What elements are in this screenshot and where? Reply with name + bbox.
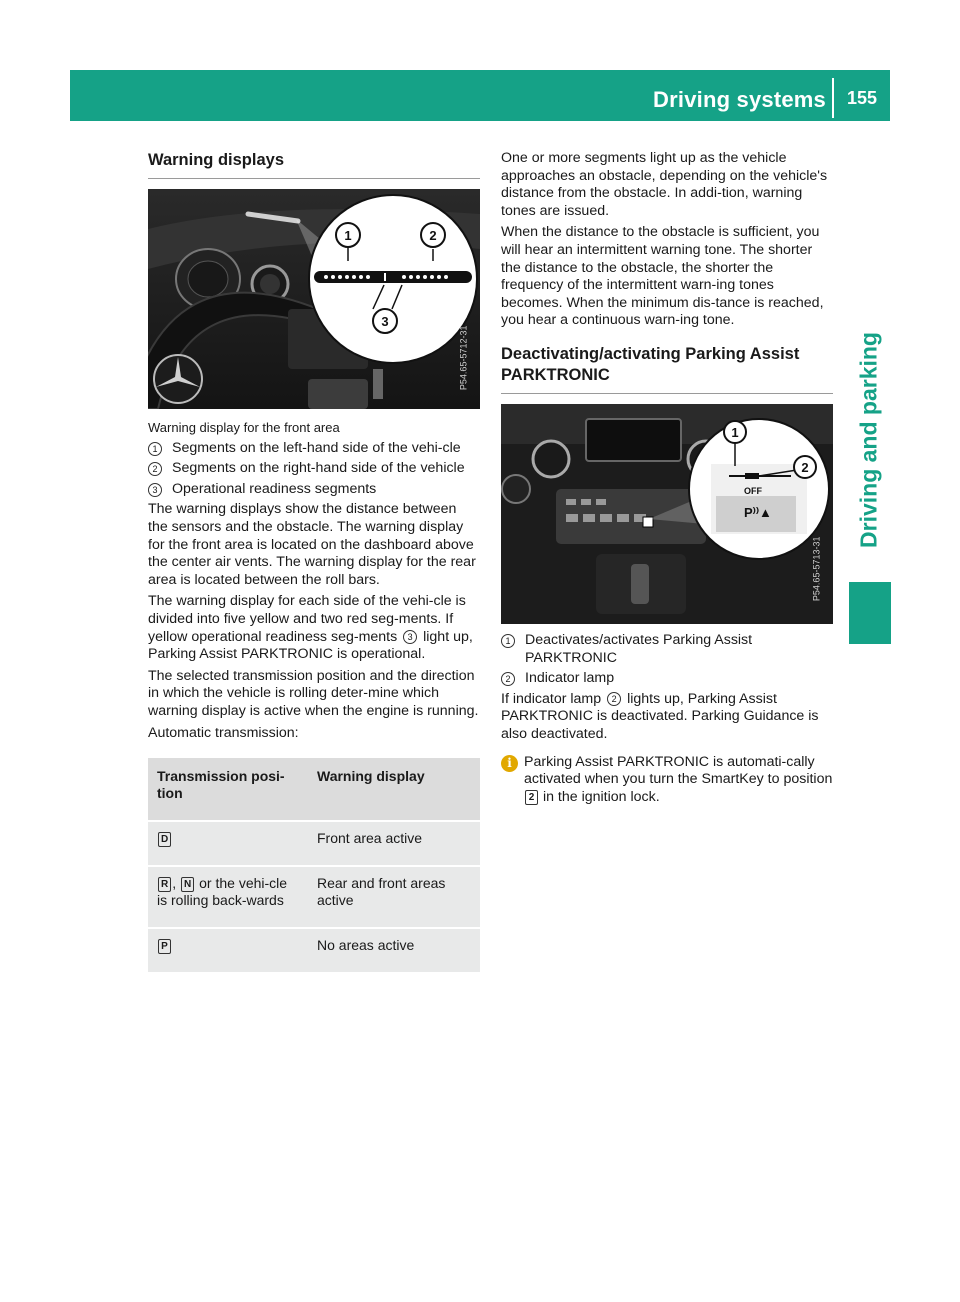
item-number: 3 — [148, 483, 162, 497]
figure-parktronic-button — [501, 404, 833, 624]
page-number: 155 — [846, 88, 878, 108]
header-title: Driving systems — [653, 87, 826, 112]
paragraph: The selected transmission position and the direction in which the vehicle is rolling deter-mine which warning display is active when the engine is running. — [148, 667, 479, 719]
list-item — [148, 481, 480, 499]
table-row — [148, 821, 480, 866]
item-number: 2 — [148, 462, 162, 476]
parking-sensor-icon: P⁾⁾▲ — [744, 504, 772, 520]
callout-3-label: 3 — [381, 314, 389, 329]
side-tab — [849, 310, 889, 570]
figure-code: P54.65-5713-31 — [811, 536, 822, 602]
item-number: 2 — [501, 672, 515, 686]
info-icon: i — [501, 755, 518, 772]
gear-key-d: D — [158, 832, 171, 847]
table-cell-text: or the vehi-cle is rolling back-wards — [157, 875, 288, 909]
right-column — [501, 150, 833, 806]
table-row — [148, 928, 480, 973]
table-cell — [148, 821, 308, 866]
gear-key-p: P — [158, 939, 171, 954]
inline-reference: 3 — [403, 630, 417, 644]
info-text-part: in the ignition lock. — [542, 788, 660, 805]
item-text: Segments on the right-hand side of the vehicle — [172, 460, 465, 477]
gear-key-r: R — [158, 877, 171, 892]
header-divider — [832, 78, 834, 118]
item-text: Segments on the left-hand side of the vehi-cle — [172, 439, 461, 456]
info-note — [501, 754, 833, 807]
table-cell — [148, 866, 308, 928]
paragraph: One or more segments light up as the vehicle approaches an obstacle, depending on the vehicle's distance from the obstacle. In addi-tion, warning tones are issued. — [501, 150, 828, 219]
callout-2-label: 2 — [801, 459, 809, 475]
list-item — [148, 440, 480, 458]
figure-caption: Warning display for the front area — [148, 420, 340, 435]
table-cell — [148, 928, 308, 973]
paragraph-text: light up, Parking Assist PARKTRONIC is operational. — [148, 628, 473, 663]
table-header-row — [148, 758, 480, 821]
item-number: 1 — [501, 634, 515, 648]
info-text — [524, 754, 833, 807]
table-cell: No areas active — [308, 928, 480, 973]
table-row — [148, 866, 480, 928]
paragraph-text: The warning display for each side of the vehi-cle is divided into five yellow and two red seg-ments. If yellow operational readiness seg-ments — [148, 593, 466, 645]
paragraph: Automatic transmission: — [148, 724, 299, 741]
section-heading-warning-displays: Warning displays — [148, 150, 480, 179]
info-text-part: Parking Assist PARKTRONIC is automati-cally activated when you turn the SmartKey to position — [524, 753, 833, 788]
side-tab-label: Driving and parking — [855, 332, 882, 548]
gear-key-n: N — [181, 877, 194, 892]
off-label: OFF — [744, 485, 762, 496]
figure-code: P54.65-5712-31 — [458, 325, 469, 391]
paragraph: When the distance to the obstacle is sufficient, you will hear an intermittent warning tone. The shorter the distance to the obstacle, the shorter the frequency of the intermittent warn-ing tones becomes. When the minimum dis-tance is reached, you hear a continuous warn-ing tone. — [501, 224, 824, 329]
table-header: Warning display — [308, 758, 480, 821]
left-column — [148, 150, 480, 974]
figure-warning-display — [148, 189, 480, 409]
callout-1-label: 1 — [344, 228, 352, 243]
item-text: Operational readiness segments — [172, 480, 377, 497]
section-heading-parktronic: Deactivating/activating Parking Assist PARKTRONIC — [501, 344, 833, 394]
list-item — [501, 670, 833, 688]
paragraph-text: lights up, Parking Assist PARKTRONIC is deactivated. Parking Guidance is also deactivated. — [501, 690, 819, 742]
inline-reference: 2 — [607, 692, 621, 706]
table-cell: Rear and front areas active — [308, 866, 480, 928]
paragraph — [148, 593, 480, 663]
list-item — [148, 460, 480, 478]
item-text: Deactivates/activates Parking Assist PARKTRONIC — [525, 631, 753, 666]
item-text: Indicator lamp — [525, 670, 615, 687]
side-tab-block — [849, 582, 891, 644]
paragraph — [501, 691, 833, 744]
item-number: 1 — [148, 442, 162, 456]
table-cell: Front area active — [308, 821, 480, 866]
dashboard-illustration — [148, 189, 480, 409]
paragraph-text: If indicator lamp — [501, 690, 602, 707]
callout-1-label: 1 — [731, 424, 739, 440]
callout-2-label: 2 — [429, 228, 437, 243]
transmission-table — [148, 758, 480, 974]
table-header: Transmission posi-tion — [148, 758, 308, 821]
list-item — [501, 632, 833, 667]
paragraph: The warning displays show the distance between the sensors and the obstacle. The warning display for the front area is located on the dashboard above the center air vents. The warning display for the rear area is located between the roll bars. — [148, 501, 476, 588]
separator: , — [172, 875, 177, 892]
center-console-illustration — [501, 404, 833, 624]
ignition-position-key: 2 — [525, 790, 538, 805]
